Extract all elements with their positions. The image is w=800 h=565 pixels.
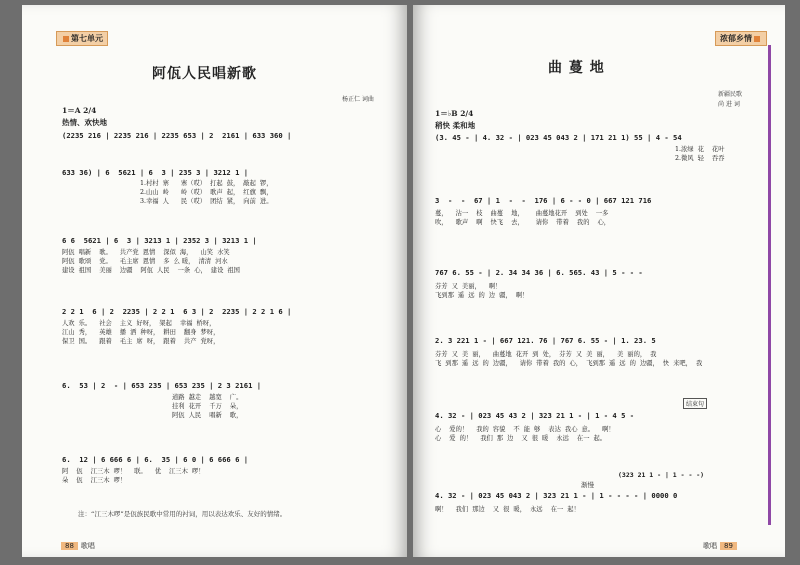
lyric-line: 2.微风 轻 吞吞	[675, 155, 725, 162]
notation-line: 6 6 5621 | 6 3 | 3213 1 | 2352 3 | 3213 1 |	[62, 236, 257, 245]
page-label: 歌唱	[80, 542, 95, 550]
key-signature: 1＝♭B 2/4	[435, 109, 474, 118]
lyric-line: 阿佤 歌颂 党。 毛主席 恩情 多 么 暖， 清清 河水	[62, 258, 228, 265]
lyric-line: 挂利 花开 千万 朵，	[172, 403, 243, 410]
notation-line: (3. 45 - | 4. 32 - | 023 45 043 2 | 171 21 1) 55 | 4 - 54	[435, 133, 682, 142]
unit-tab: 浓郁乡情	[715, 31, 767, 46]
notation-line: 4. 32 - | 023 45 43 2 | 323 21 1 - | 1 - 4 5 -	[435, 411, 635, 420]
lyric-line: 飞 到那 遥 远 的 边疆， 请你 带着 我的 心， 飞到那 遥 远 的 边疆， 快 来吧， 我	[435, 360, 703, 367]
lyric-line: 芬芳 又 美丽， 啊！	[435, 283, 502, 290]
lyric-line: 啊！ 我们 那边 又 很 暖， 永远 在一 起！	[435, 506, 580, 513]
footnote: 注：“江三木啰”是佤族民歌中常用的衬词，用以表达欢乐、友好的情绪。	[78, 510, 287, 518]
lyric-line: 朵 佤 江三木 啰！	[62, 477, 127, 484]
song-credit: 杨正仁 词曲	[342, 96, 374, 103]
right-page	[413, 5, 785, 557]
lyric-line: 道路 越走 越宽 广。	[172, 394, 243, 401]
notation-line: 6. 53 | 2 - | 653 235 | 653 235 | 2 3 2161 |	[62, 381, 262, 390]
lyric-line: 吹， 歌声 啊 快飞 去， 请你 带着 我的 心，	[435, 219, 611, 226]
lyric-line: 心 爱的！ 我的 容貌 不 能 够 表达 我心 意。 啊！	[435, 426, 615, 433]
page-label: 歌唱	[703, 542, 717, 550]
lyric-line: 心 爱 的！ 我们 那 边 又 很 暖 永远 在一 起。	[435, 435, 607, 442]
lyric-line: 1.村村 寨 寨（哎） 打起 鼓， 敲起 锣，	[140, 180, 273, 187]
lyric-line: 3.幸福 人 民（哎） 团结 紧， 向前 进。	[140, 198, 273, 205]
ending-phrase: (323 21 1 - | 1 - - -)	[618, 471, 705, 479]
song-title: 曲 蔓 地	[548, 60, 605, 76]
lyric-line: 阿佤 唱新 歌。 共产党 恩情 深似 海， 山笑 水笑	[62, 249, 230, 256]
lyric-line: 芬芳 又 美 丽， 曲蔓地 花开 到 处， 芬芳 又 美 丽， 美 丽的， 我	[435, 351, 657, 358]
key-signature: 1＝A 2/4	[62, 106, 97, 115]
lyric-line: 江山 秀， 英雄 播 洒 种呀， 耕田 翻身 梦呀，	[62, 329, 220, 336]
page-footer	[703, 541, 740, 551]
unit-tab: 第七单元	[56, 31, 108, 46]
margin-rule	[768, 45, 771, 525]
page-number: 89	[720, 542, 737, 550]
lyric-line: 飞到那 遥 远 的 边 疆， 啊！	[435, 292, 529, 299]
tab-marker-icon	[754, 36, 760, 42]
lyric-line: 2.山山 岭 岭（哎） 歌声 起， 红旗 飘，	[140, 189, 273, 196]
notation-line: 633 36) | 6 5621 | 6 3 | 235 3 | 3212 1 |	[62, 168, 249, 177]
notation-line: (2235 216 | 2235 216 | 2235 653 | 2 2161 | 633 360 |	[62, 131, 292, 140]
notation-line: 2. 3 221 1 - | 667 121. 76 | 767 6. 55 - | 1. 23. 5	[435, 336, 656, 345]
lyric-line: 阿 佤 江三木 啰！ 联。 优 江三木 啰！	[62, 468, 205, 475]
notation-line: 4. 32 - | 023 45 043 2 | 323 21 1 - | 1 - - - - | 0000 0	[435, 491, 678, 500]
tempo-change-label: 渐慢	[581, 481, 594, 489]
lyric-line: 蔓， 沾一 枝 曲蔓 地， 曲蔓地花开 到处 一多	[435, 210, 609, 217]
song-credit: 新疆民歌	[718, 91, 743, 98]
left-page	[22, 5, 407, 557]
notation-line: 2 2 1 6 | 2 2235 | 2 2 1 6 3 | 2 2235 | 2 2 1 6 |	[62, 307, 292, 316]
notation-line: 6. 12 | 6 666 6 | 6. 35 | 6 0 | 6 666 6 |	[62, 455, 249, 464]
tempo-marking: 稍快 柔和地	[435, 121, 476, 130]
lyric-line: 阿佤 人民 唱新 歌，	[172, 412, 243, 419]
lyric-line: 建设 祖国 美丽 边疆 阿佤 人民 一条 心， 建设 祖国	[62, 267, 240, 274]
tab-marker-icon	[63, 36, 69, 42]
lyric-line: 人欢 乐。 社会 主义 好呀， 架起 幸福 桥呀，	[62, 320, 216, 327]
notation-line: 3 - - 67 | 1 - - 176 | 6 - - 0 | 667 121 716	[435, 196, 652, 205]
page-number: 88	[61, 542, 78, 550]
song-credit: 尚 进 词	[718, 101, 740, 108]
tempo-marking: 热情、欢快地	[62, 118, 107, 127]
notation-line: 767 6. 55 - | 2. 34 34 36 | 6. 565. 43 | 5 - - -	[435, 268, 643, 277]
ending-section-box: 结束句	[683, 398, 707, 409]
lyric-line: 1.浓绿 花 花叶	[675, 146, 725, 153]
lyric-line: 保卫 国。 跟着 毛主 席 呀， 跟着 共产 党呀，	[62, 338, 220, 345]
song-title: 阿佤人民唱新歌	[152, 66, 257, 82]
page-footer	[58, 541, 95, 551]
